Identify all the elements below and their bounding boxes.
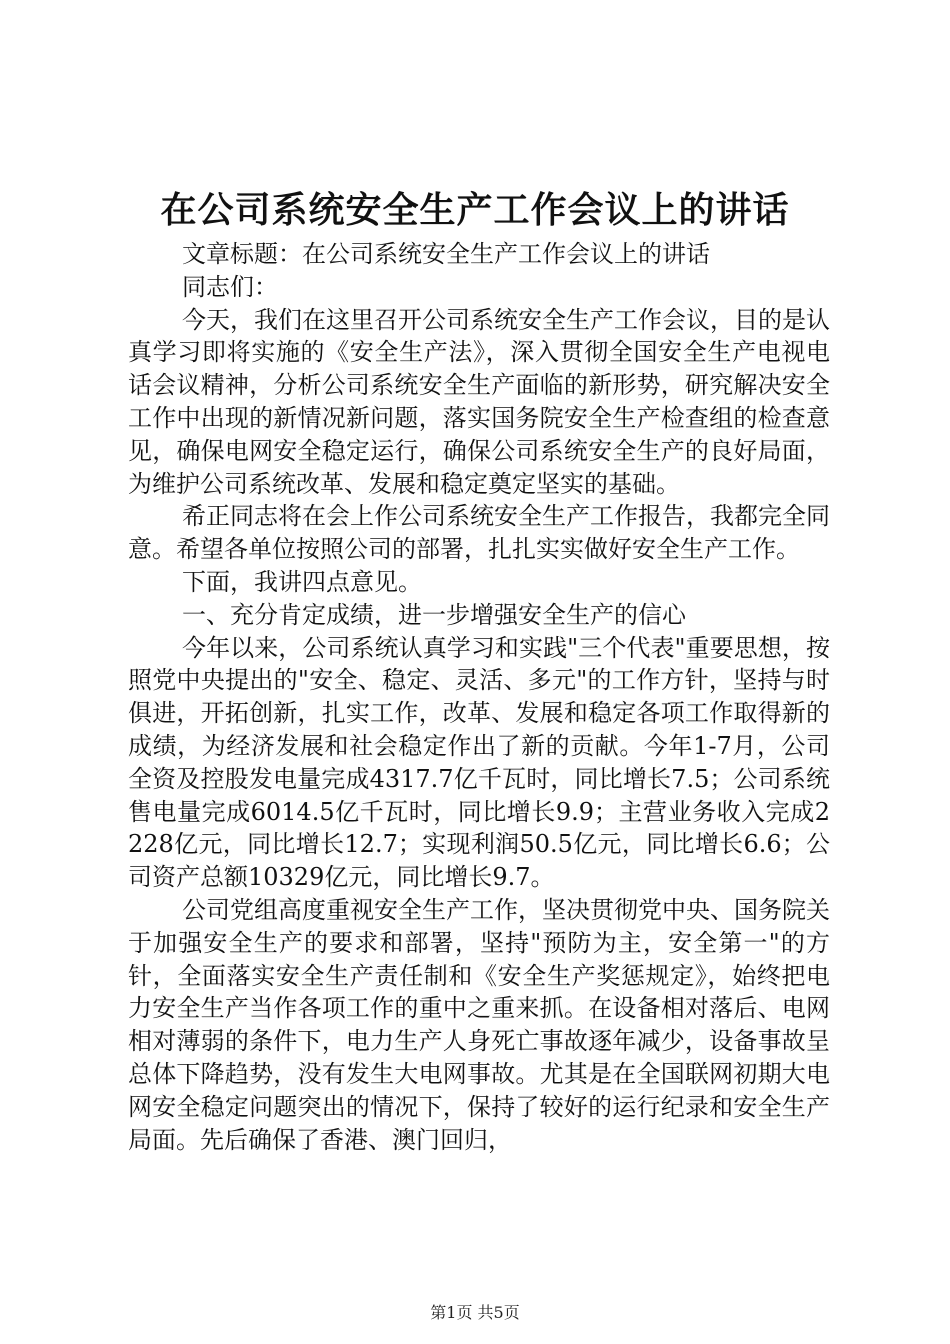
document-title: 在公司系统安全生产工作会议上的讲话 bbox=[160, 189, 790, 231]
paragraph-achievements: 今年以来，公司系统认真学习和实践"三个代表"重要思想，按照党中央提出的"安全、稳定、灵活、多元"的工作方针，坚持与时俱进，开拓创新，扎实工作，改革、发展和稳定各项工作取得新的成绩，为经济发展和社会稳定作出了新的贡献。今年1-7月，公司全资及控股发电量完成4317.7亿千瓦时，同比增长7.5；公司系统售电量完成6014.5亿千瓦时，同比增长9.9；主营业务收入完成2228亿元，同比增长12.7；实现利润50.5亿元，同比增长6.6；公司资产总额10329亿元，同比增长9.7。 bbox=[128, 633, 830, 892]
paragraph-report: 希正同志将在会上作公司系统安全生产工作报告，我都完全同意。希望各单位按照公司的部署，扎扎实实做好安全生产工作。 bbox=[128, 502, 830, 564]
document-body bbox=[128, 238, 830, 1156]
article-title-line: 文章标题：在公司系统安全生产工作会议上的讲话 bbox=[182, 240, 710, 268]
paragraph-safety-work: 公司党组高度重视安全生产工作，坚决贯彻党中央、国务院关于加强安全生产的要求和部署，坚持"预防为主，安全第一"的方针，全面落实安全生产责任制和《安全生产奖惩规定》，始终把电力安全生产当作各项工作的重中之重来抓。在设备相对落后、电网相对薄弱的条件下，电力生产人身死亡事故逐年减少，设备事故呈总体下降趋势，没有发生大电网事故。尤其是在全国联网初期大电网安全稳定问题突出的情况下，保持了较好的运行纪录和安全生产局面。先后确保了香港、澳门回归， bbox=[128, 895, 830, 1154]
page-footer: 第1页 共5页 bbox=[430, 1303, 520, 1322]
paragraph-intro: 今天，我们在这里召开公司系统安全生产工作会议，目的是认真学习即将实施的《安全生产法》，深入贯彻全国安全生产电视电话会议精神，分析公司系统安全生产面临的新形势，研究解决安全工作中出现的新情况新问题，落实国务院安全生产检查组的检查意见，确保电网安全稳定运行，确保公司系统安全生产的良好局面，为维护公司系统改革、发展和稳定奠定坚实的基础。 bbox=[128, 305, 830, 498]
paragraph-four-points: 下面，我讲四点意见。 bbox=[182, 567, 422, 596]
salutation: 同志们： bbox=[182, 272, 278, 301]
section-heading-one: 一、充分肯定成绩，进一步增强安全生产的信心 bbox=[182, 600, 686, 629]
